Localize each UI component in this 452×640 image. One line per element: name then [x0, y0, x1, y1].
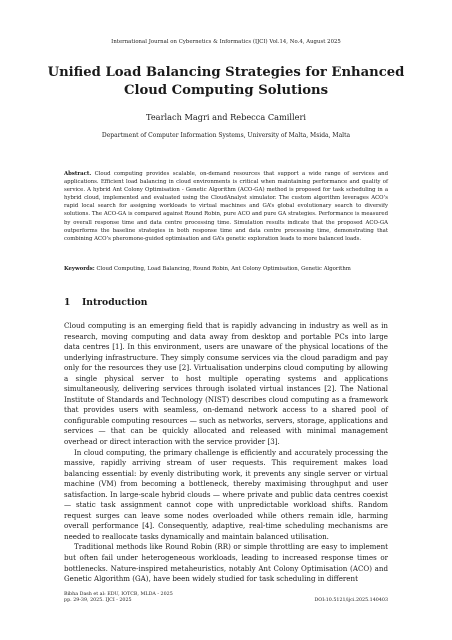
abstract-label: Abstract.: [64, 171, 92, 177]
abstract-block: [64, 170, 388, 243]
abstract-text: Cloud computing provides scalable, on-demand resources that support a wide range of services and applications. Efficient load balancing in cloud environments is critical when maintaining performance and quality of service. A hybrid Ant Colony Optimisation - Genetic Algorithm (ACO-GA) method is proposed for task scheduling in a hybrid cloud, implemented and evaluated using the CloudAnalyst simulator. The custom algorithm leverages ACO’s rapid local search for assigning workloads to virtual machines and GA’s global evolutionary search to diversify solutions. The ACO-GA is compared against Round Robin, pure ACO and pure GA strategies. Performance is measured by overall response time and data centre processing time. Simulation results indicate that the proposed ACO-GA outperforms the baseline strategies in both response time and data centre processing time, demonstrating that combining ACO’s pheromone-guided optimisation and GA’s genetic exploration leads to more balanced loads.: [64, 171, 388, 242]
body-paragraph: In cloud computing, the primary challenge is efficiently and accurately processing the massive, rapidly arriving stream of user requests. This requirement makes load balancing essential: by evenly distributing work, it prevents any single server or virtual machine (VM) from becoming a bottleneck, thereby maximising throughput and user satisfaction. In large-scale hybrid clouds — where private and public data centres coexist — static task assignment cannot cope with unpredictable workload shifts. Random request surges can leave some nodes overloaded while others remain idle, harming overall performance [4]. Consequently, adaptive, real-time scheduling mechanisms are needed to reallocate tasks dynamically and maintain balanced utilisation.: [64, 447, 388, 541]
paper-authors: Tearlach Magri and Rebecca Camilleri: [146, 112, 306, 122]
paper-affiliation: Department of Computer Information Systems, University of Malta, Msida, Malta: [101, 132, 351, 139]
footer-citation: [64, 592, 173, 605]
section-number: 1: [64, 297, 71, 308]
keywords-block: [64, 265, 388, 273]
keywords-text: Cloud Computing, Load Balancing, Round Robin, Ant Colony Optimisation, Genetic Algorithm: [96, 266, 351, 272]
footer-line-1: Bibha Dash et al: EDU, IOTCB, MLDA - 2025: [64, 592, 173, 597]
body-text: [64, 321, 388, 585]
footer-line-2: pp. 29-39, 2025. IJCI - 2025: [64, 598, 132, 604]
footer-doi: DOI:10.5121/ijci.2025.140403: [314, 598, 388, 603]
section-title: Introduction: [82, 297, 148, 308]
keywords-label: Keywords:: [64, 266, 95, 272]
body-paragraph: Traditional methods like Round Robin (RR) or simple throttling are easy to implement but often fail under heterogeneous workloads, leading to increased response times or bottlenecks. Nature-inspired metaheuristics, notably Ant Colony Optimisation (ACO) and Genetic Algorithm (GA), have been widely studied for task scheduling in different: [64, 542, 388, 584]
section-heading: [64, 297, 147, 308]
journal-header: International Journal on Cybernetics & Informatics (IJCI) Vol.14, No.4, August 2025: [111, 39, 341, 45]
body-paragraph: Cloud computing is an emerging field that is rapidly advancing in industry as well as in research, moving computing and data away from desktop and portable PCs into large data centres [1]. In this environment, users are unaware of the physical locations of the underlying infrastructure. They simply consume services via the cloud paradigm and pay only for the resources they use [2]. Virtualisation underpins cloud computing by allowing a single physical server to host multiple operating systems and applications simultaneously, delivering services through isolated virtual instances [2]. The National Institute of Standards and Technology (NIST) describes cloud computing as a framework that provides users with seamless, on-demand network access to a shared pool of configurable computing resources — such as networks, servers, storage, applications and services — that can be quickly allocated and released with minimal management overhead or direct interaction with the service provider [3].: [64, 321, 388, 447]
paper-title: Unified Load Balancing Strategies for Enhanced Cloud Computing Solutions: [47, 65, 405, 98]
